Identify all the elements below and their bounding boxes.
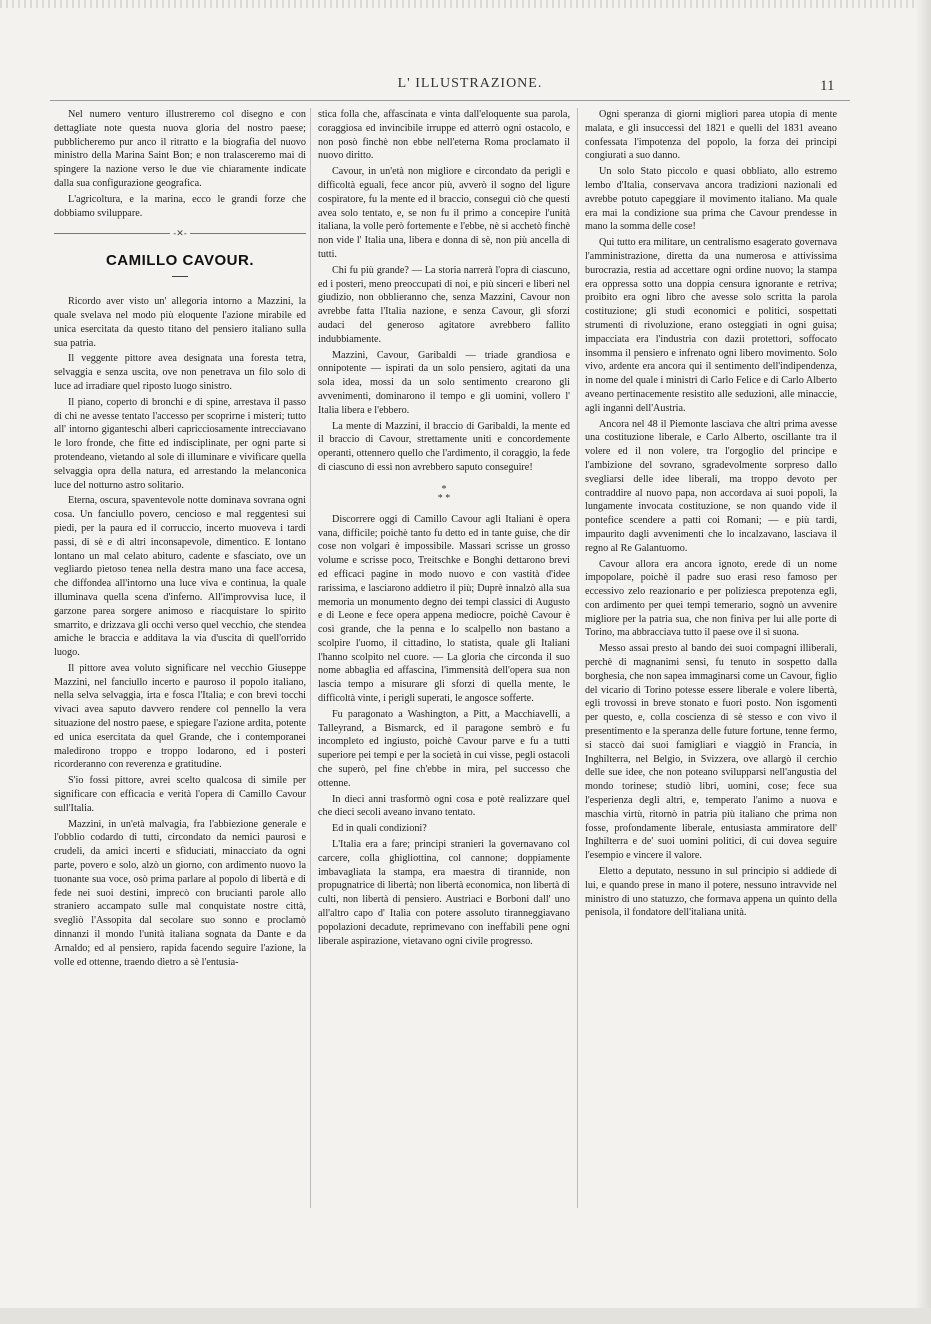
column-3 [585,108,837,922]
paragraph: Ed in quali condizioni? [332,823,427,835]
page-edge-right [915,0,931,1324]
paragraph: Eletto a deputato, nessuno in sul principio si addiede di lui, e quando prese in mano il potere, nessuno intravvide nel ministro di uno statuzzo, che formava appena un quinto della penisola, il fondatore dell'italiana unità. [585,866,837,919]
paragraph: L'Italia era a fare; principi stranieri la governavano col carcere, colla ghigliottina, col cannone; doppiamente imbavagliata la stampa, era maestra di tirannide, non propugnatrice di libertà; non libertà economica, non libertà di culti, non libertà di pensiero. Austriaci e Borboni dall' uno all'altro capo d' Italia con potere assoluto tiranneggiavano popolazioni decadute, reprimevano con ineffabili pene ogni liberale aspirazione, vietavano ogni civile progresso. [318,839,570,947]
header-rule [50,100,850,101]
paragraph: Mazzini, Cavour, Garibaldi — triade grandiosa e onnipotente — ispirati da un solo pensiero, agitati da una sola idea, mossi da un solo sentimento crearono gli avvenimenti, dominarono il tempo e gli uomini, vollero l' Italia libera e l'ebbero. [318,349,570,416]
paragraph: Cavour, in un'età non migliore e circondato da perigli e difficoltà eguali, fece ancor più, avverò il sogno del ligure cospiratore, fu la mente ed il braccio, conseguì ciò che questi avea solo tentato, e, se non fu il primo a concepire l'unità italiana, la volle però fortemente e l'ebbe, nè si acchetò finchè non vide l' Italia una, libera e donna di sè, non più ancella di tutti. [318,166,570,260]
paragraph: S'io fossi pittore, avrei scelto qualcosa di simile per significare con efficacia e verità l'opera di Camillo Cavour sull'Italia. [54,775,306,814]
paragraph: L'agricoltura, e la marina, ecco le grandi forze che dobbiamo sviluppare. [54,193,306,219]
column-2 [318,108,570,950]
paragraph: La mente di Mazzini, il braccio di Garibaldi, la mente ed il braccio di Cavour, strettamente uniti e concordemente operanti, ottennero quello che l'ardimento, il coraggio, la fede di ciascuno di essi non avrebbero saputo conseguire! [318,420,570,473]
column-rule [577,108,578,1208]
paragraph: Eterna, oscura, spaventevole notte dominava sovrana ogni cosa. Un fanciullo povero, cencioso e mal reggentesi sui piedi, per la paura ed il corruccio, incerto muoveva i tardi passi, di sè e di altri inconsapevole, dimentico. E lontano lontano un mal celato abituro, cadente e sfasciato, ove un vegliardo pietoso tenea nella destra mano una face accesa, che diffondea all'intorno una luce viva e continua, la quale illuminava quella scena d'inferno. All'improvvisa luce, il garzone parea sorgere animoso e riacquistare lo spirito smarrito, e drizzava gli occhi verso quel vecchio, che stendea amiche le braccia e additava la via d'uscita di quell'orrido luogo. [54,495,306,659]
paragraph: In dieci anni trasformò ogni cosa e potè realizzare quel che dieci secoli aveano invano tentato. [318,793,570,819]
paragraph: Il piano, coperto di bronchi e di spine, arrestava il passo di chi ne avesse tentato l'accesso per scoprirne i misteri; tutto all' intorno giganteschi alberi capricciosamente intrecciavano le loro fronde, che fitte ed indisciplinate, per ogni parte si protendeano, vietando al sole di illuminare e vivificare quella selvaggia opra della natura, ed arrestando la melanconica luce del notturno astro solitario. [54,396,306,491]
running-head: L' ILLUSTRAZIONE. [397,76,543,91]
paragraph: Ancora nel 48 il Piemonte lasciava che altri prima avesse una costituzione liberale, e Carlo Alberto, oscillante tra il volere ed il non volere, tra l'orgoglio del principe e l'ambizione del sovrano, sgradevolmente sorpreso dallo svegliarsi delle idee liberali, ma troppo devoto per contraddire al nuovo papa, non accordava ai suoi popoli, la lungamente invocata costituzione, se non quando vide il pontefice scendere a patti coi Romani; — e più tardi, impaurito dagli avvenimenti che lo incalzavano, lasciava il regno al Re Galantuomo. [585,418,837,554]
paragraph: Il veggente pittore avea designata una foresta tetra, selvaggia e senza uscita, ove non penetrava un filo solo di luce ad irradiare quel riposto luogo sinistro. [54,353,306,392]
title-dash [172,276,188,277]
paragraph: Qui tutto era militare, un centralismo esagerato governava l'amministrazione, diretta da una numerosa e attivissima burocrazia, restia ad accettare ogni ordine nuovo; la stampa era oppressa sotto una doppia censura ignorante e retriva; proibito era ogni libro che avesse solo scritta la parola costituzione; gli studi economici e politici, sospettati strumenti di rivoluzione, erano osteggiati in ogni guisa; impacciata era l'industria con dazii protettori, soffocato insomma il pensiero e infrenato ogni libero movimento. Solo vivo, ardente era ancora qui il sentimento dell'indipendenza, in nome del quale i ministri di Carlo Felice e di Carlo Alberto aveano pertinacemente resistito alle seduzioni, alle minaccie, agli inganni dell'Austria. [585,237,837,414]
page-edge-bottom [0,1308,931,1324]
paragraph: Ricordo aver visto un' allegoria intorno a Mazzini, la quale svelava nel modo più eloquente l'azione mirabile ed unica esercitata da questo titano del pensiero italiano sulla sua patria. [54,296,306,349]
paragraph: Nel numero venturo illustreremo col disegno e con dettagliate note questa nuova gloria del nostro paese; pubblicheremo pur anco il ritratto e la biografia del nuovo ministro della Marina Saint Bon; e non tralasceremo mai di spingere la nazione verso le due vie chiaramente indicate dalla sua configurazione geografica. [54,109,306,189]
column-1 [54,108,306,971]
paragraph: Messo assai presto al bando dei suoi compagni illiberali, perchè di magnanimi sensi, fu tenuto in sospetto dalla borghesia, che non sapea immaginarsi come un Cavour, figlio del vicario di Torino potesse essere liberale e volere libertà, egli trovossi in breve stonato e fuori posto. Non isgomentì per questo, e, colla coscienza di sè stesso e con vivo il presentimento e la speranza delle future fortune, tenne fermo, si staccò dai suoi famigliari e viaggiò in Francia, in Inghilterra, nel Belgio, in Svizzera, ove allargò il cerchio delle sue idee, che non poteano svilupparsi nell'angustia del mondo torinese; studiò libri, uomini, cose; fece sua l'esperienza degli altri, e, temperato l'animo a nuova e maschia virtù, ritornò in patria più italiano che prima non fosse, profondamente liberale, entusiasta ammiratore dell' Inghilterra e de' suoi uomini politici, di cui dovea seguire l'esempio e vincere il valore. [585,643,837,862]
page-edge-top [0,0,931,8]
paragraph: Fu paragonato a Washington, a Pitt, a Macchiavelli, a Talleyrand, a Bismarck, ed il paragone sembrò e fu incompleto ed ingiusto, poichè Cavour parve e fu a tutti superiore pei tempi e per la società in cui visse, pegli ostacoli che superò, pel fine ch'ebbe in mira, pel successo che ottenne. [318,708,570,789]
paragraph: stica folla che, affascinata e vinta dall'eloquente sua parola, coraggiosa ed invincibile irruppe ed atterrò ogni ostacolo, e non posò finchè non ebbe nell'eterna Roma proclamato il nuovo diritto. [318,109,570,162]
article-separator [54,228,306,238]
separator-ornament-icon: -✕- [170,228,190,238]
paragraph: Cavour allora era ancora ignoto, erede di un nome impopolare, poichè il padre suo erasi reso famoso per eccessivo zelo reazionario e per poliziesca prepotenza egli, con ardimento per quei tempi temerario, sognò un avvenire migliore per la patria sua, che non finiva per lui alle porte di Torino, ma abbracciava tutto il paese ove il sì suona. [585,558,837,639]
paragraph: Ogni speranza di giorni migliori parea utopia di mente malata, e gli insuccessi del 1821 e quelli del 1831 aveano confessata l'impotenza del popolo, la forza dei principi congiurati a suo danno. [585,109,837,162]
asterism: * * * [437,483,451,504]
paragraph: Il pittore avea voluto significare nel vecchio Giuseppe Mazzini, nel fanciullo incerto e pauroso il popolo italiano, nella selva selvaggia, irta e fosca l'Italia; e con brevi tocchi vivaci avea saputo davvero rendere col pennello la vera situazione del nostro paese, e spiegare l'azione ardita, potente ed unica esercitata da quel Grande, che i contemporanei maledirono troppo e troppo lodarono, ed i posteri ricorderanno con reverenza e gratitudine. [54,662,306,771]
paragraph: Chi fu più grande? — La storia narrerà l'opra di ciascuno, ed i posteri, meno preoccupati di noi, e più sinceri e liberi nel giudizio, non obblieranno che, senza Mazzini, Cavour non avrebbe fatta l'Italia nazione, e senza Cavour, gli sforzi audaci del generoso agitatore avrebbero fallito indubbiamente. [318,264,570,345]
paragraph: Discorrere oggi di Camillo Cavour agli Italiani è opera vana, difficile; poichè tanto fu detto ed in tante guise, che dir cose non volgari è impossibile. Massari scrisse un grosso volume e scrisse poco, Treitschke e Bonghi dettarono brevi ed efficaci pagine in modo nuovo e con vastità d'idee rarissima, e lasciarono addietro il più; Duprè innalzò alla sua memoria un monumento degno dei tempi classici di Augusto e di Leone e fece opera appena mediocre, poichè Cavour è così grande, che la penna e lo scalpello non bastano a scolpire l'uomo, il cittadino, lo statista, quale gli Italiani l'hanno scolpito nel cuore. — La gloria che circonda il suo nome abbaglia ed affascina, l'immensità dell'opera sua non lascia tempo a misurare gli sforzi di quella mente, le difficoltà vinte, i perigli superati, le angosce sofferte. [318,513,570,705]
column-rule [310,108,311,1208]
page-number: 11 [820,78,835,94]
paragraph: Mazzini, in un'età malvagia, fra l'abbiezione generale e l'obblio codardo di tutti, circondato da nemici paurosi e crudeli, da amici incerti e sfiduciati, minacciato da ogni parte, povero e solo, alzò un giorno, con ardimento nuovo la tuonante sua voce, osò prima parlare al popolo di libertà e di fede nei suoi destini, imprecò con brucianti parole allo straniero accampato sulle mal conquistate nostre città, svegliò l'Assopita dal secolare suo sonno e proclamò dinnanzi il mondo l'unità italiana sognata da Dante e da Arnaldo; ed al pensiero, rapida facendo seguire l'azione, la volle ed ottenne, traendo dietro a sè l'entusia- [54,818,306,968]
paragraph: Un solo Stato piccolo e quasi obbliato, allo estremo lembo d'Italia, conservava ancora tradizioni nazionali ed avrebbe potuto capeggiare il movimento italiano. Ma quale era mai la condizione sua prima che Cavour prendesse in mano la somma delle cose! [585,166,837,233]
article-title: CAMILLO CAVOUR. [105,252,255,270]
